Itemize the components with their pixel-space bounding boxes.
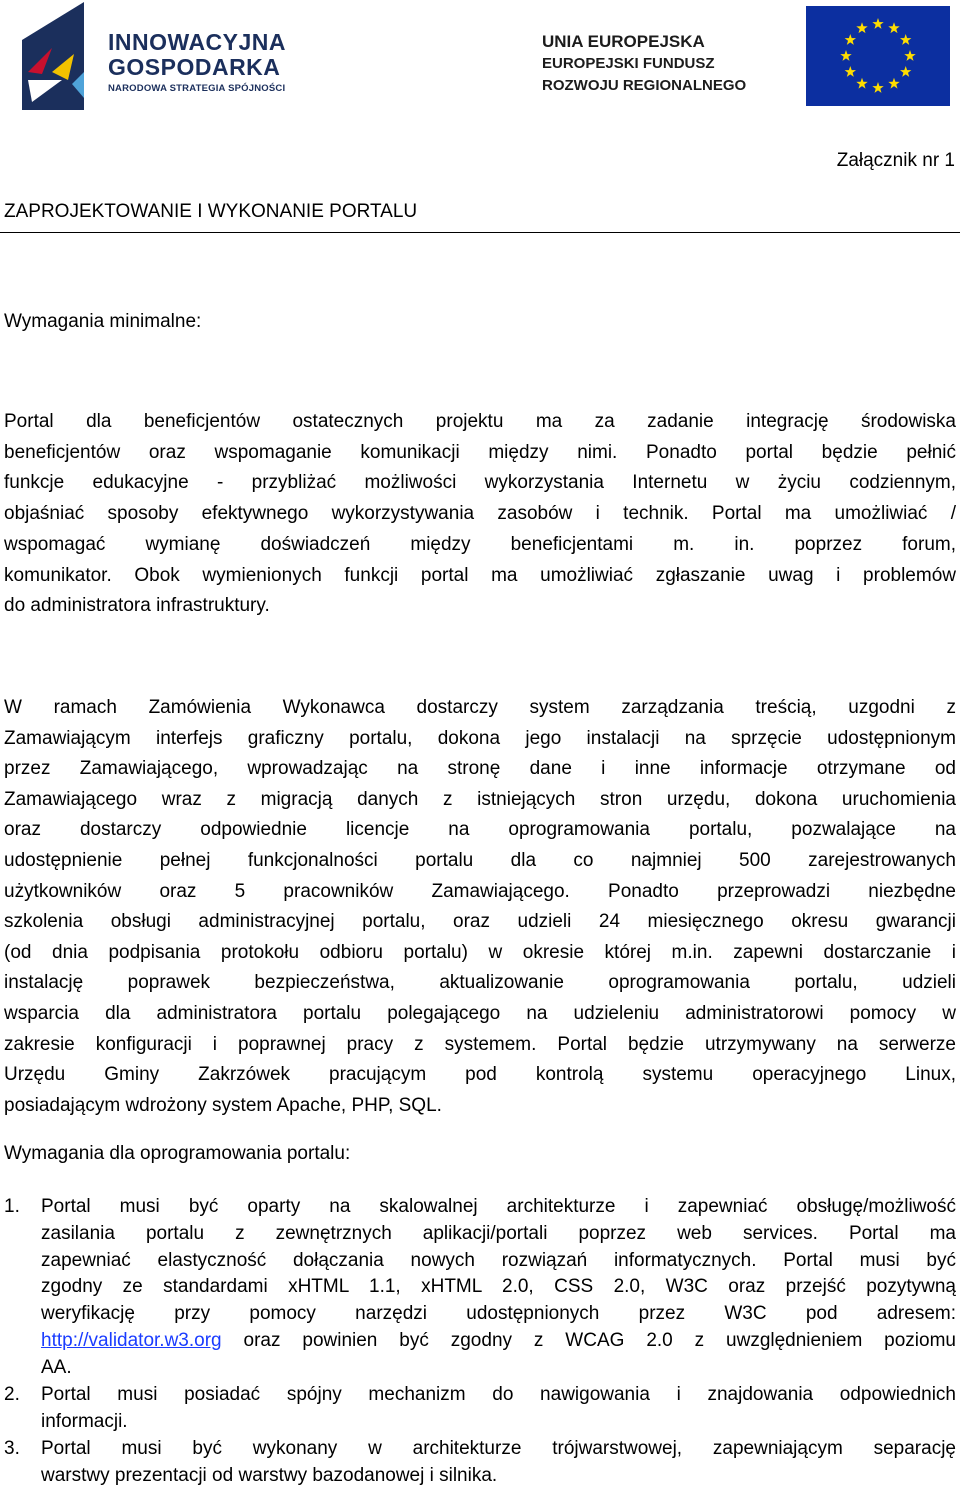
list-item-line: Portal musi być oparty na skalowalnej architekturze i zapewniać obsługę/możliwość	[41, 1196, 956, 1217]
list-item-line: Portal musi posiadać spójny mechanizm do nawigowania i znajdowania odpowiednich	[41, 1384, 956, 1405]
list-item-line: zgodny ze standardami xHTML 1.1, xHTML 2.0, CSS 2.0, W3C oraz przejść pozytywną	[41, 1276, 956, 1298]
text-line: zakresie konfiguracji i poprawnej pracy z systemem. Portal będzie utrzymywany na serwerze	[4, 1033, 956, 1055]
text-line: Portal dla beneficjentów ostatecznych projektu ma za zadanie integrację środowiska	[4, 411, 956, 432]
text-line: funkcje edukacyjne - przybliżać możliwości wykorzystania Internetu w życiu codziennym,	[4, 472, 956, 494]
list-item-line: zasilania portalu z zewnętrznych aplikacji/portali poprzez web services. Portal ma	[41, 1222, 956, 1244]
text-line: oraz dostarczy odpowiednie licencje na oprogramowania portalu, pozwalające na	[4, 819, 956, 841]
ue-line3: ROZWOJU REGIONALNEGO	[542, 77, 747, 94]
list-item-line: warstwy prezentacji od warstwy bazodanowej i silnika.	[41, 1464, 498, 1486]
text-line: szkolenia obsługi administracyjnej portalu, oraz udzieli 24 miesięcznego okresu gwarancji	[4, 911, 956, 933]
validator-link[interactable]: http://validator.w3.org	[41, 1330, 222, 1351]
innowacyjna-gospodarka-logo	[22, 2, 342, 110]
ig-line3: NARODOWA STRATEGIA SPÓJNOŚCI	[108, 83, 286, 94]
text-line: Zamawiającym interfejs graficzny portalu, dokona jego instalacji na sprzęcie udostępnionym	[4, 727, 956, 749]
text-line: objaśniać sposoby efektywnego wykorzystywania zasobów i technik. Portal ma umożliwiać /	[4, 503, 956, 525]
ig-line2: GOSPODARKA	[108, 54, 281, 80]
text-line: Urzędu Gminy Zakrzówek pracującym pod kontrolą systemu operacyjnego Linux,	[4, 1064, 956, 1086]
text-line: W ramach Zamówienia Wykonawca dostarczy system zarządzania treścią, uzgodni z	[4, 697, 956, 718]
list-item-line: AA.	[41, 1356, 72, 1378]
ig-emblem-icon	[22, 2, 104, 110]
title-divider	[0, 232, 960, 233]
text-line: Zamawiającego wraz z migracją danych z istniejących stron urzędu, dokona uruchomienia	[4, 788, 956, 810]
text-line: wspomagać wymianę doświadczeń między beneficjentami m. in. poprzez forum,	[4, 533, 956, 555]
text-line: przez Zamawiającego, wprowadzając na stronę dane i inne informacje otrzymane od	[4, 758, 956, 780]
ue-line1: UNIA EUROPEJSKA	[542, 32, 705, 51]
link-tail-text: oraz powinien być zgodny z WCAG 2.0 z uwzględnieniem poziomu	[221, 1330, 956, 1351]
list-item-line: informacji.	[41, 1410, 128, 1432]
text-line: posiadającym wdrożony system Apache, PHP, SQL.	[4, 1094, 442, 1116]
text-line: (od dnia podpisania protokołu odbioru portalu) w okresie której m.in. zapewni dostarczanie i	[4, 941, 956, 963]
software-req-heading: Wymagania dla oprogramowania portalu:	[4, 1143, 351, 1164]
list-number: 2.	[4, 1384, 20, 1405]
text-line: do administratora infrastruktury.	[4, 595, 270, 617]
text-line: instalację poprawek bezpieczeństwa, aktualizowanie oprogramowania portalu, udzieli	[4, 972, 956, 994]
list-number: 3.	[4, 1438, 20, 1459]
list-item-line: Portal musi być wykonany w architekturze trójwarstwowej, zapewniającym separację	[41, 1438, 956, 1459]
list-item-line	[41, 1330, 956, 1352]
text-line: użytkowników oraz 5 pracowników Zamawiającego. Ponadto przeprowadzi niezbędne	[4, 880, 956, 902]
list-item-line: weryfikację przy pomocy narzędzi udostępnionych przez W3C pod adresem:	[41, 1303, 956, 1325]
ue-line2: EUROPEJSKI FUNDUSZ	[542, 55, 715, 72]
attachment-label: Załącznik nr 1	[836, 150, 955, 171]
min-req-heading: Wymagania minimalne:	[4, 311, 202, 332]
eu-erdf-logo	[532, 6, 956, 110]
text-line: wsparcia dla administratora portalu polegającego na udzieleniu administratorowi pomocy w	[4, 1003, 956, 1024]
text-line: beneficjentów oraz wspomaganie komunikacji między nimi. Ponadto portal będzie pełnić	[4, 441, 956, 463]
text-line: udostępnienie pełnej funkcjonalności portalu dla co najmniej 500 zarejestrowanych	[4, 850, 956, 871]
document-title: ZAPROJEKTOWANIE I WYKONANIE PORTALU	[4, 201, 418, 222]
eu-flag-icon	[806, 6, 950, 106]
list-number: 1.	[4, 1196, 20, 1217]
list-item-line: zapewniać elastyczność dołączania nowych rozwiązań informatycznych. Portal musi być	[41, 1249, 956, 1271]
ig-line1: INNOWACYJNA	[108, 29, 287, 55]
text-line: komunikator. Obok wymienionych funkcji portal ma umożliwiać zgłaszanie uwag i problemów	[4, 564, 956, 586]
